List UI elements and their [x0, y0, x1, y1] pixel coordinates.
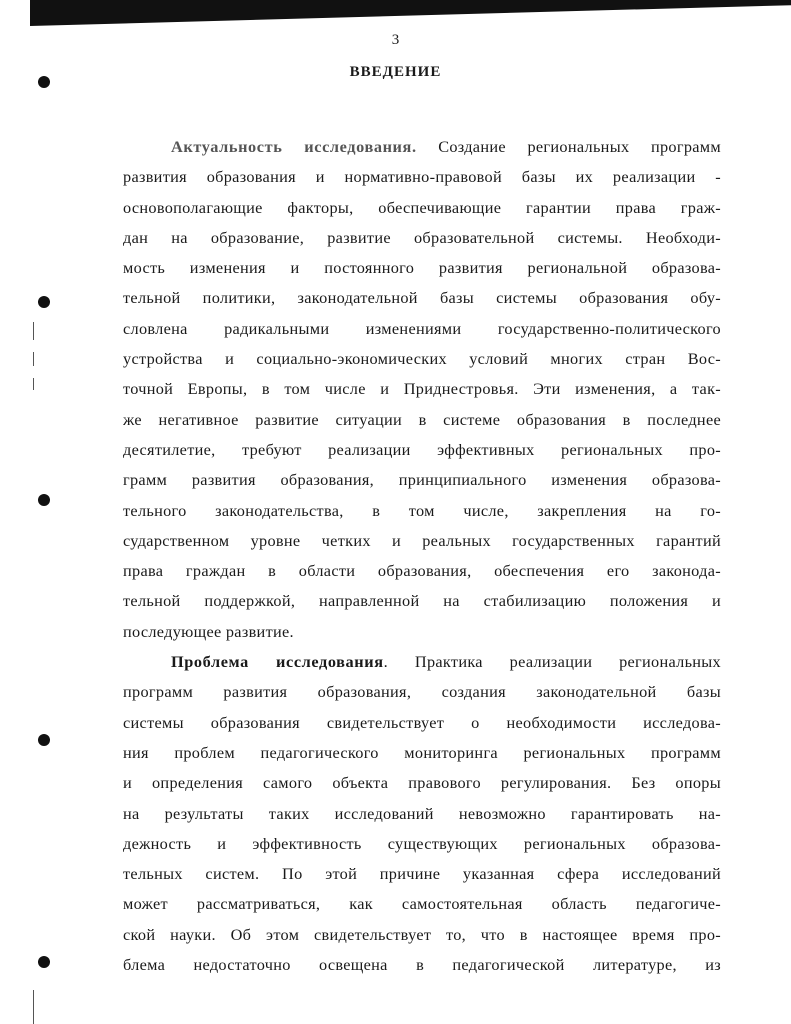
text-line: ния проблем педагогического мониторинга региональных программ	[123, 742, 721, 762]
scan-edge-mark	[33, 990, 34, 1024]
text-line: основополагающие факторы, обеспечивающие гарантии права граж-	[123, 197, 721, 217]
text-line: точной Европы, в том числе и Приднестровья. Эти изменения, а так-	[123, 379, 721, 399]
paragraph-2-term: Проблема исследования	[171, 652, 384, 672]
text-line: десятилетие, требуют реализации эффективных региональных про-	[123, 439, 721, 459]
text-line: на результаты таких исследований невозможно гарантировать на-	[123, 803, 721, 823]
text-line: может рассматриваться, как самостоятельная область педагогиче-	[123, 894, 721, 914]
scan-edge-mark	[33, 378, 34, 390]
paragraph-2-first-line	[123, 647, 721, 677]
text-line: последующее развитие.	[123, 621, 294, 641]
text-line: дежность и эффективность существующих региональных образова-	[123, 833, 721, 853]
punch-hole-2	[38, 296, 50, 308]
text-line: тельной политики, законодательной базы системы образования обу-	[123, 288, 721, 308]
punch-hole-5	[38, 956, 50, 968]
text-line: грамм развития образования, принципиального изменения образова-	[123, 470, 721, 490]
text-line: блема недостаточно освещена в педагогической литературе, из	[123, 955, 721, 975]
paragraph-1-first-rest: Создание региональных программ	[416, 137, 721, 156]
text-line: дан на образование, развитие образовательной системы. Необходи-	[123, 227, 721, 247]
text-line: сударственном уровне четких и реальных государственных гарантий	[123, 530, 721, 550]
text-line: мость изменения и постоянного развития региональной образова-	[123, 258, 721, 278]
text-line: же негативное развитие ситуации в системе образования в последнее	[123, 409, 721, 429]
paragraph-1-first-line	[123, 132, 721, 162]
text-line: тельной поддержкой, направленной на стабилизацию положения и	[123, 591, 721, 611]
text-line: тельных систем. По этой причине указанная сфера исследований	[123, 864, 721, 884]
page-heading: ВВЕДЕНИЕ	[349, 64, 442, 80]
text-line: программ развития образования, создания законодательной базы	[123, 682, 721, 702]
text-line: развития образования и нормативно-правовой базы их реализации -	[123, 167, 721, 187]
scan-edge-mark	[33, 352, 34, 366]
body-text	[123, 132, 721, 980]
page-number: 3	[391, 32, 400, 48]
text-line: системы образования свидетельствует о необходимости исследова-	[123, 712, 721, 732]
text-line: тельного законодательства, в том числе, закрепления на го-	[123, 500, 721, 520]
text-line: ской науки. Об этом свидетельствует то, что в настоящее время про-	[123, 924, 721, 944]
text-line: и определения самого объекта правового регулирования. Без опоры	[123, 773, 721, 793]
scan-edge-bar	[30, 0, 791, 26]
text-line: права граждан в области образования, обеспечения его законода-	[123, 561, 721, 581]
scan-edge-mark	[33, 322, 34, 340]
paragraph-2-first-rest: . Практика реализации региональных	[383, 652, 721, 672]
paragraph-1-term: Актуальность исследования.	[171, 137, 417, 156]
text-line: словлена радикальными изменениями государственно-политического	[123, 318, 721, 338]
text-line: устройства и социально-экономических условий многих стран Вос-	[123, 349, 721, 369]
punch-hole-3	[38, 494, 50, 506]
punch-hole-4	[38, 734, 50, 746]
